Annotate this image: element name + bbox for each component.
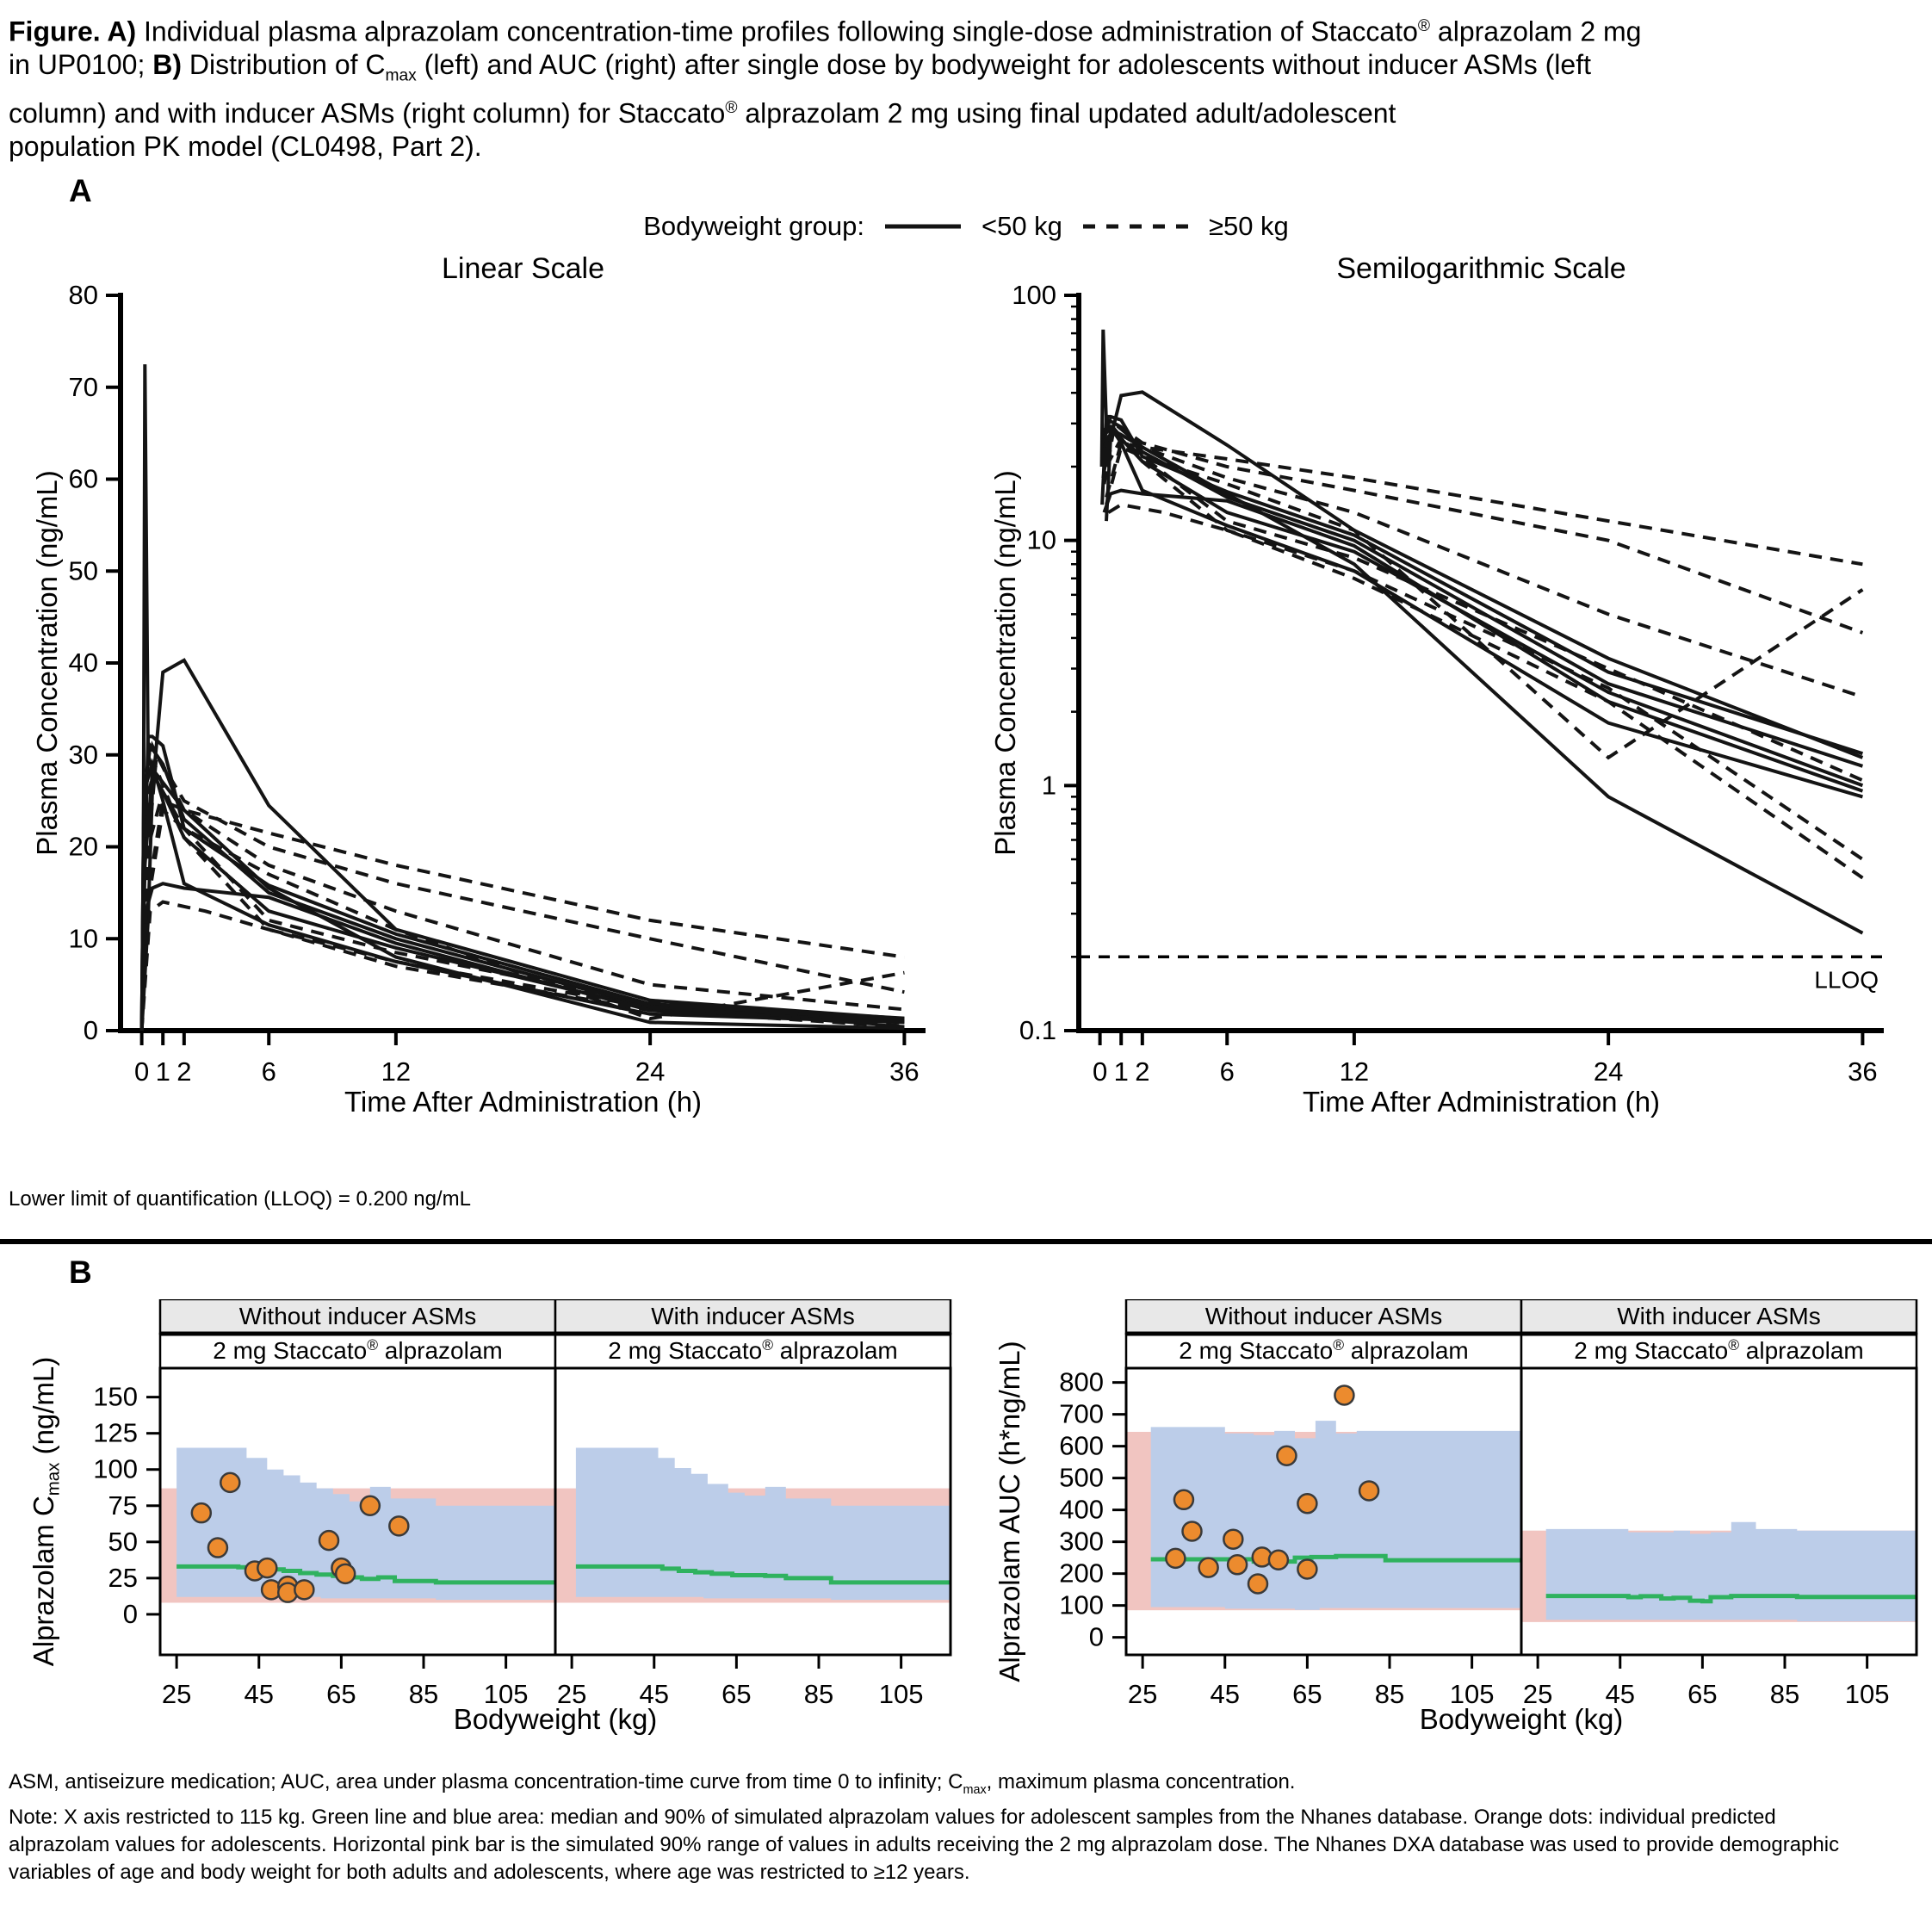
panel-a <box>0 173 1932 1132</box>
y-tick-label: 150 <box>93 1381 138 1412</box>
x-axis-label: Bodyweight (kg) <box>1419 1702 1624 1735</box>
caption-line: Figure. A) Individual plasma alprazolam concentration-time profiles following single-dose administration of Staccato® alprazolam 2 mg <box>9 15 1642 47</box>
y-tick-label: 100 <box>1012 279 1056 310</box>
x-tick-label: 1 <box>155 1056 170 1087</box>
predicted-dot <box>1223 1529 1242 1548</box>
predicted-dot <box>319 1531 338 1550</box>
y-tick-label: 10 <box>1026 524 1056 555</box>
footnote <box>9 1769 1932 1886</box>
x-tick-label: 12 <box>1339 1056 1370 1087</box>
predicted-dot <box>192 1503 211 1522</box>
profile-line-dashed <box>1108 505 1862 878</box>
subpanel-without-inducers <box>160 1447 555 1602</box>
y-axis-label: Alprazolam AUC (h*ng/mL) <box>994 1341 1025 1682</box>
x-tick-label: 0 <box>1092 1056 1108 1087</box>
x-tick-label: 0 <box>133 1056 150 1087</box>
bodyweight-legend <box>0 211 1932 242</box>
predicted-dot <box>1297 1559 1316 1578</box>
profile-line-solid <box>142 773 905 1031</box>
profile-line-solid <box>142 364 905 1031</box>
x-tick-label: 24 <box>635 1056 666 1087</box>
x-tick-label: 45 <box>1605 1678 1635 1709</box>
subpanel-with-inducers <box>1521 1521 1917 1621</box>
predicted-dot <box>1248 1574 1267 1593</box>
y-tick-label: 0 <box>83 1014 98 1045</box>
x-tick-label: 2 <box>1135 1056 1150 1087</box>
panel-a-label: A <box>69 172 92 208</box>
facet-header-label: With inducer ASMs <box>1617 1302 1821 1329</box>
x-tick-label: 105 <box>1844 1678 1890 1709</box>
panel-b-charts <box>0 1299 1932 1743</box>
y-tick-label: 40 <box>68 647 98 678</box>
legend-item-label: <50 kg <box>981 210 1062 241</box>
cmax-distribution-chart <box>15 1299 963 1743</box>
facet-subheader-label: 2 mg Staccato® alprazolam <box>213 1335 503 1364</box>
predicted-dot <box>208 1538 227 1557</box>
y-axis-label: Plasma Concentration (ng/mL) <box>989 469 1021 856</box>
x-tick-label: 105 <box>483 1678 529 1709</box>
y-tick-label: 400 <box>1059 1494 1104 1525</box>
x-tick-label: 36 <box>1848 1056 1878 1087</box>
y-tick-label: 50 <box>68 554 98 585</box>
y-tick-label: 100 <box>93 1453 138 1484</box>
y-tick-label: 0.1 <box>1019 1014 1056 1045</box>
y-tick-label: 200 <box>1059 1558 1104 1589</box>
predicted-dot <box>1334 1385 1353 1404</box>
x-axis-label: Time After Administration (h) <box>344 1085 703 1118</box>
profile-line-dashed <box>1105 420 1863 697</box>
y-tick-label: 30 <box>68 739 98 770</box>
x-tick-label: 1 <box>1113 1056 1129 1087</box>
semilog-scale-chart <box>982 245 1899 1132</box>
footnote-line: alprazolam values for adolescents. Horizontal pink bar is the simulated 90% range of values in adults receiving the 2 mg alprazolam dose. The Nhanes DXA database was used to provide demographic <box>9 1832 1840 1856</box>
footnote-line: ASM, antiseizure medication; AUC, area under plasma concentration-time curve from time 0 to infinity; $C_{max}$, maximum plasma concentration. <box>9 1769 1296 1797</box>
x-tick-label: 36 <box>889 1056 920 1087</box>
x-tick-label: 25 <box>161 1678 192 1709</box>
x-tick-label: 12 <box>381 1056 412 1087</box>
linear-scale-chart <box>24 245 941 1132</box>
y-axis-label: Alprazolam $C_{max}$ (ng/mL) <box>28 1356 64 1666</box>
x-tick-label: 6 <box>261 1056 276 1087</box>
y-tick-label: 60 <box>68 463 98 494</box>
y-tick-label: 0 <box>122 1598 138 1629</box>
profile-lines <box>142 364 905 1031</box>
predicted-dot <box>220 1473 239 1492</box>
profile-line-solid <box>1105 490 1863 790</box>
y-tick-label: 25 <box>108 1562 138 1593</box>
profile-line-solid <box>1106 392 1862 758</box>
profile-line-solid <box>1103 431 1862 785</box>
profile-line-solid <box>1102 330 1863 933</box>
y-tick-label: 600 <box>1059 1430 1104 1461</box>
predicted-dot <box>1183 1521 1202 1540</box>
lloq-label: LLOQ <box>1814 966 1879 994</box>
predicted-dot <box>1297 1494 1316 1513</box>
profile-lines <box>1102 330 1863 933</box>
y-tick-label: 700 <box>1059 1398 1104 1429</box>
x-tick-label: 65 <box>1292 1678 1322 1709</box>
x-tick-label: 24 <box>1593 1056 1624 1087</box>
legend-dashed-line-sample <box>1080 221 1192 232</box>
predicted-dot <box>361 1496 380 1515</box>
x-axis-label: Bodyweight (kg) <box>453 1702 658 1735</box>
panel-b <box>0 1254 1932 1743</box>
y-tick-label: 125 <box>93 1417 138 1448</box>
x-tick-label: 85 <box>803 1678 834 1709</box>
x-tick-label: 6 <box>1219 1056 1235 1087</box>
panel-a-charts <box>0 245 1932 1132</box>
x-tick-label: 85 <box>1374 1678 1405 1709</box>
predicted-dot <box>1359 1481 1378 1500</box>
simulated-range-band <box>1546 1521 1917 1620</box>
x-tick-label: 85 <box>408 1678 439 1709</box>
predicted-dot <box>336 1564 355 1583</box>
y-axis-label: Plasma Concentration (ng/mL) <box>31 469 63 856</box>
y-tick-label: 20 <box>68 831 98 862</box>
facet-subheader-label: 2 mg Staccato® alprazolam <box>608 1335 898 1364</box>
x-tick-label: 25 <box>1127 1678 1158 1709</box>
y-tick-label: 300 <box>1059 1526 1104 1557</box>
x-tick-label: 2 <box>176 1056 192 1087</box>
x-tick-label: 105 <box>878 1678 924 1709</box>
auc-distribution-chart <box>981 1299 1929 1743</box>
x-tick-label: 65 <box>1687 1678 1718 1709</box>
y-tick-label: 10 <box>68 922 98 953</box>
y-tick-label: 100 <box>1059 1589 1104 1620</box>
x-tick-label: 85 <box>1769 1678 1800 1709</box>
figure-caption <box>0 0 1932 163</box>
predicted-dot <box>1199 1558 1218 1577</box>
x-tick-label: 25 <box>556 1678 587 1709</box>
predicted-dot <box>1228 1555 1247 1574</box>
facet-subheader-label: 2 mg Staccato® alprazolam <box>1179 1335 1469 1364</box>
subpanel-without-inducers <box>1126 1385 1521 1610</box>
x-tick-label: 65 <box>326 1678 356 1709</box>
predicted-dot <box>1277 1446 1296 1465</box>
x-tick-label: 65 <box>721 1678 752 1709</box>
predicted-dot <box>1174 1490 1193 1509</box>
y-tick-label: 0 <box>1088 1621 1104 1652</box>
predicted-dot <box>389 1516 408 1535</box>
footnote-line: Note: X axis restricted to 115 kg. Green line and blue area: median and 90% of simulated alprazolam values for adolescent samples from the Nhanes database. Orange dots: individual predicted <box>9 1805 1776 1829</box>
subpanel-with-inducers <box>555 1447 951 1602</box>
lloq-note: Lower limit of quantification (LLOQ) = 0.200 ng/mL <box>9 1186 471 1211</box>
legend-solid-line-sample <box>882 221 964 232</box>
x-tick-label: 105 <box>1449 1678 1495 1709</box>
y-tick-label: 50 <box>108 1526 138 1557</box>
chart-title: Semilogarithmic Scale <box>1336 251 1626 285</box>
caption-line: column) and with inducer ASMs (right column) for Staccato® alprazolam 2 mg using final updated adult/adolescent <box>9 97 1396 129</box>
predicted-dot <box>257 1558 276 1577</box>
simulated-range-band <box>1151 1421 1521 1610</box>
predicted-dot <box>1166 1549 1185 1568</box>
y-tick-label: 1 <box>1041 770 1056 801</box>
y-tick-label: 800 <box>1059 1366 1104 1397</box>
predicted-dot <box>294 1580 313 1599</box>
footnote-line: variables of age and body weight for both adults and adolescents, where age was restricted to ≥12 years. <box>9 1860 970 1884</box>
panel-b-label: B <box>69 1254 92 1290</box>
facet-header-label: Without inducer ASMs <box>1204 1302 1443 1329</box>
profile-line-dashed <box>1106 443 1862 564</box>
y-tick-label: 80 <box>68 279 98 310</box>
axes <box>1012 280 1884 1087</box>
x-tick-label: 45 <box>1210 1678 1240 1709</box>
y-tick-label: 500 <box>1059 1462 1104 1493</box>
facet-subheader-label: 2 mg Staccato® alprazolam <box>1574 1335 1864 1364</box>
facet-header-label: With inducer ASMs <box>651 1302 855 1329</box>
x-tick-label: 45 <box>244 1678 274 1709</box>
profile-line-solid <box>1102 417 1862 753</box>
chart-title: Linear Scale <box>441 251 605 285</box>
profile-line-dashed <box>142 791 905 1031</box>
y-tick-label: 70 <box>68 371 98 402</box>
caption-line: population PK model (CL0498, Part 2). <box>9 130 482 162</box>
x-axis-label: Time After Administration (h) <box>1302 1085 1661 1118</box>
profile-line-solid <box>142 660 905 1031</box>
predicted-dot <box>1269 1550 1288 1569</box>
facet-header-label: Without inducer ASMs <box>238 1302 477 1329</box>
legend-item-label: ≥50 kg <box>1208 210 1289 241</box>
x-tick-label: 25 <box>1522 1678 1553 1709</box>
legend-title: Bodyweight group: <box>643 210 864 241</box>
y-tick-label: 75 <box>108 1490 138 1521</box>
caption-line: in UP0100; B) Distribution of $C_{max}$ (left) and AUC (right) after single dose by bodyweight for adolescents without inducer ASMs (left <box>9 48 1591 85</box>
x-tick-label: 45 <box>639 1678 669 1709</box>
section-divider <box>0 1239 1932 1244</box>
